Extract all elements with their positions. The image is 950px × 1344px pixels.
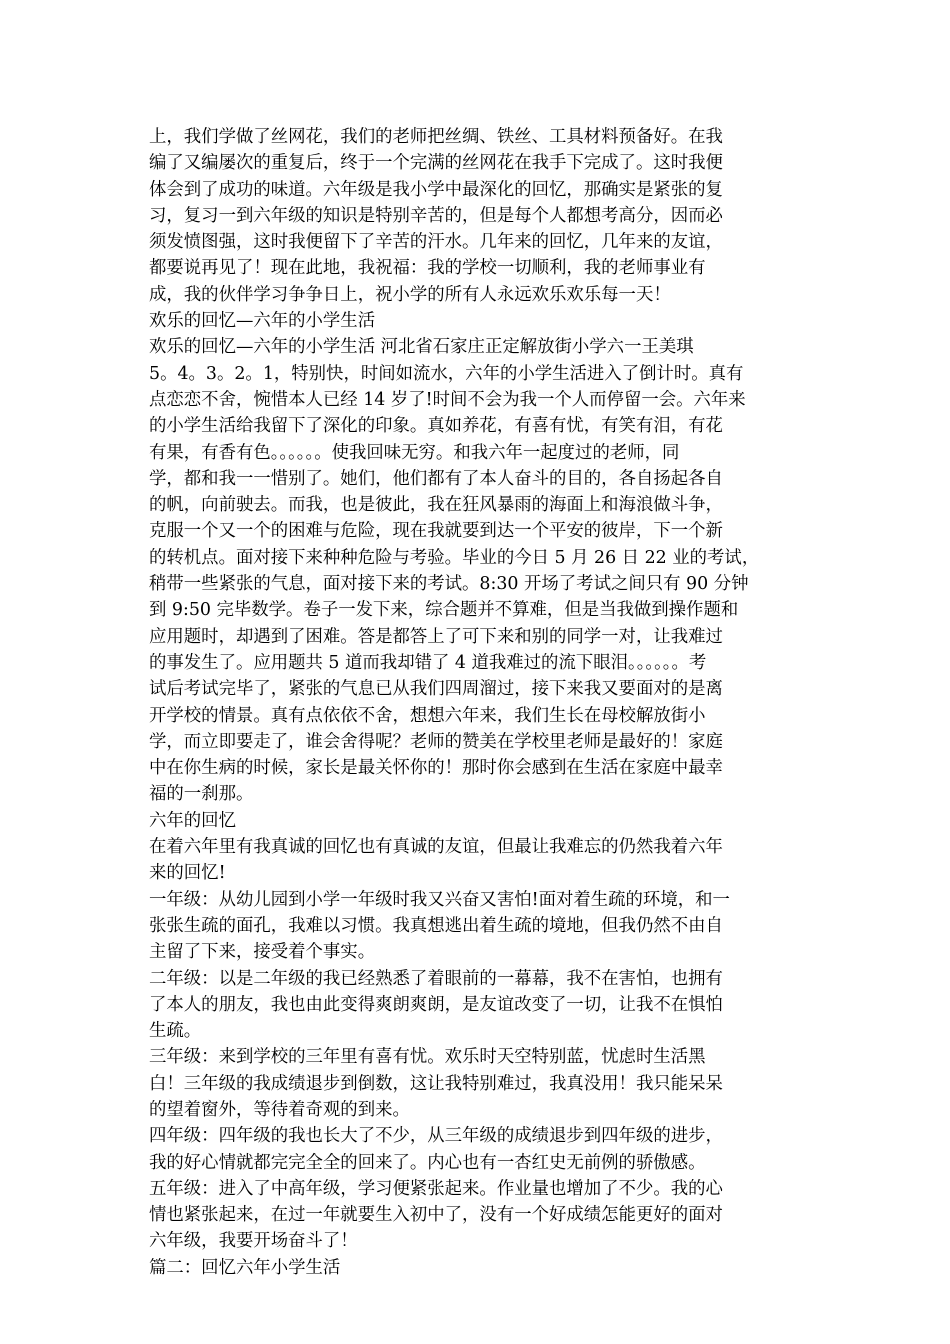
text-line: 稍带一些紧张的气息，面对接下来的考试。8:30 开场了考试之间只有 90 分钟 [149, 574, 749, 595]
text-line: 一年级：从幼儿园到小学一年级时我又兴奋又害怕!面对着生疏的环境，和一 [149, 889, 730, 910]
document-page [149, 124, 801, 1281]
text-line: 主留了下来，接受着个事实。 [149, 942, 376, 963]
text-line: 我的好心情就都完完全全的回来了。内心也有一杏红史无前例的骄傲感。 [149, 1152, 706, 1173]
text-line: 在着六年里有我真诚的回忆也有真诚的友谊，但最让我难忘的仍然我着六年 [149, 837, 723, 858]
text-line: 学，而立即要走了，谁会舍得呢？老师的赞美在学校里老师是最好的！家庭 [149, 731, 723, 752]
text-line: 六年级，我要开场奋斗了！ [149, 1231, 358, 1252]
text-line: 张张生疏的面孔，我难以习惯。我真想逃出着生疏的境地，但我仍然不由自 [149, 915, 723, 936]
text-line: 四年级：四年级的我也长大了不少，从三年级的成绩退步到四年级的进步， [149, 1126, 723, 1147]
text-line: 点恋恋不舍，惋惜本人已经 14 岁了!时间不会为我一个人而停留一会。六年来 [149, 389, 746, 410]
text-line: 的帆，向前驶去。而我，也是彼此，我在狂风暴雨的海面上和海浪做斗争， [149, 495, 723, 516]
text-line: 生疏。 [149, 1021, 202, 1042]
text-line: 上，我们学做了丝网花，我们的老师把丝绸、铁丝、工具材料预备好。在我 [149, 127, 723, 147]
text-line: 篇二：回忆六年小学生活 [149, 1257, 341, 1278]
text-line: 5。4。3。2。1，特别快，时间如流水，六年的小学生活进入了倒计时。真有 [149, 363, 744, 384]
text-line: 了本人的朋友，我也由此变得爽朗爽朗，是友谊改变了一切，让我不在惧怕 [149, 994, 723, 1015]
text-line: 的小学生活给我留下了深化的印象。真如养花，有喜有忧，有笑有泪，有花 [149, 416, 723, 437]
text-line: 六年的回忆 [149, 810, 236, 831]
text-line: 有果，有香有色。。。。。。使我回味无穷。和我六年一起度过的老师，同 [149, 442, 680, 463]
text-line: 的望着窗外，等待着奇观的到来。 [149, 1099, 410, 1120]
text-line: 体会到了成功的味道。六年级是我小学中最深化的回忆，那确实是紧张的复 [149, 179, 723, 200]
text-line: 编了又编屡次的重复后，终于一个完满的丝网花在我手下完成了。这时我便 [149, 153, 723, 174]
text-line: 克服一个又一个的困难与危险，现在我就要到达一个平安的彼岸，下一个新 [149, 521, 723, 542]
text-line: 开学校的情景。真有点依依不舍，想想六年来，我们生长在母校解放街小 [149, 705, 706, 726]
text-line: 福的一刹那。 [149, 784, 254, 805]
text-line: 成，我的伙伴学习争争日上，祝小学的所有人永远欢乐欢乐每一天！ [149, 284, 671, 305]
text-line: 三年级：来到学校的三年里有喜有忧。欢乐时天空特别蓝，忧虑时生活黑 [149, 1047, 706, 1068]
text-line: 五年级：进入了中高年级，学习便紧张起来。作业量也增加了不少。我的心 [149, 1178, 723, 1199]
text-line: 情也紧张起来，在过一年就要生入初中了，没有一个好成绩怎能更好的面对 [149, 1205, 723, 1226]
text-line: 二年级：以是二年级的我已经熟悉了着眼前的一幕幕，我不在害怕，也拥有 [149, 968, 723, 989]
text-line: 白！三年级的我成绩退步到倒数，这让我特别难过，我真没用！我只能呆呆 [149, 1073, 723, 1094]
text-line: 试后考试完毕了，紧张的气息已从我们四周溜过，接下来我又要面对的是离 [149, 679, 723, 700]
text-line: 来的回忆! [149, 863, 226, 884]
text-line: 的事发生了。应用题共 5 道而我却错了 4 道我难过的流下眼泪。。。。。。考 [149, 652, 707, 673]
text-line: 都要说再见了！现在此地，我祝福：我的学校一切顺利，我的老师事业有 [149, 258, 706, 279]
text-line: 到 9:50 完毕数学。卷子一发下来，综合题并不算难，但是当我做到操作题和 [149, 600, 739, 621]
text-line: 的转机点。面对接下来种种危险与考验。毕业的今日 5 月 26 日 22 业的考试， [149, 547, 760, 568]
text-line: 欢乐的回忆—六年的小学生活 河北省石家庄正定解放街小学六一王美琪 [149, 337, 694, 358]
text-line: 须发愤图强，这时我便留下了辛苦的汗水。几年来的回忆，几年来的友谊， [149, 232, 723, 253]
text-line: 中在你生病的时候，家长是最关怀你的！那时你会感到在生活在家庭中最幸 [149, 758, 723, 779]
text-line: 应用题时，却遇到了困难。答是都答上了可下来和别的同学一对，让我难过 [149, 626, 723, 647]
text-line: 学，都和我一一惜别了。她们，他们都有了本人奋斗的目的，各自扬起各自 [149, 468, 723, 489]
text-line: 习，复习一到六年级的知识是特别辛苦的，但是每个人都想考高分，因而必 [149, 205, 723, 226]
text-line: 欢乐的回忆—六年的小学生活 [149, 311, 376, 332]
